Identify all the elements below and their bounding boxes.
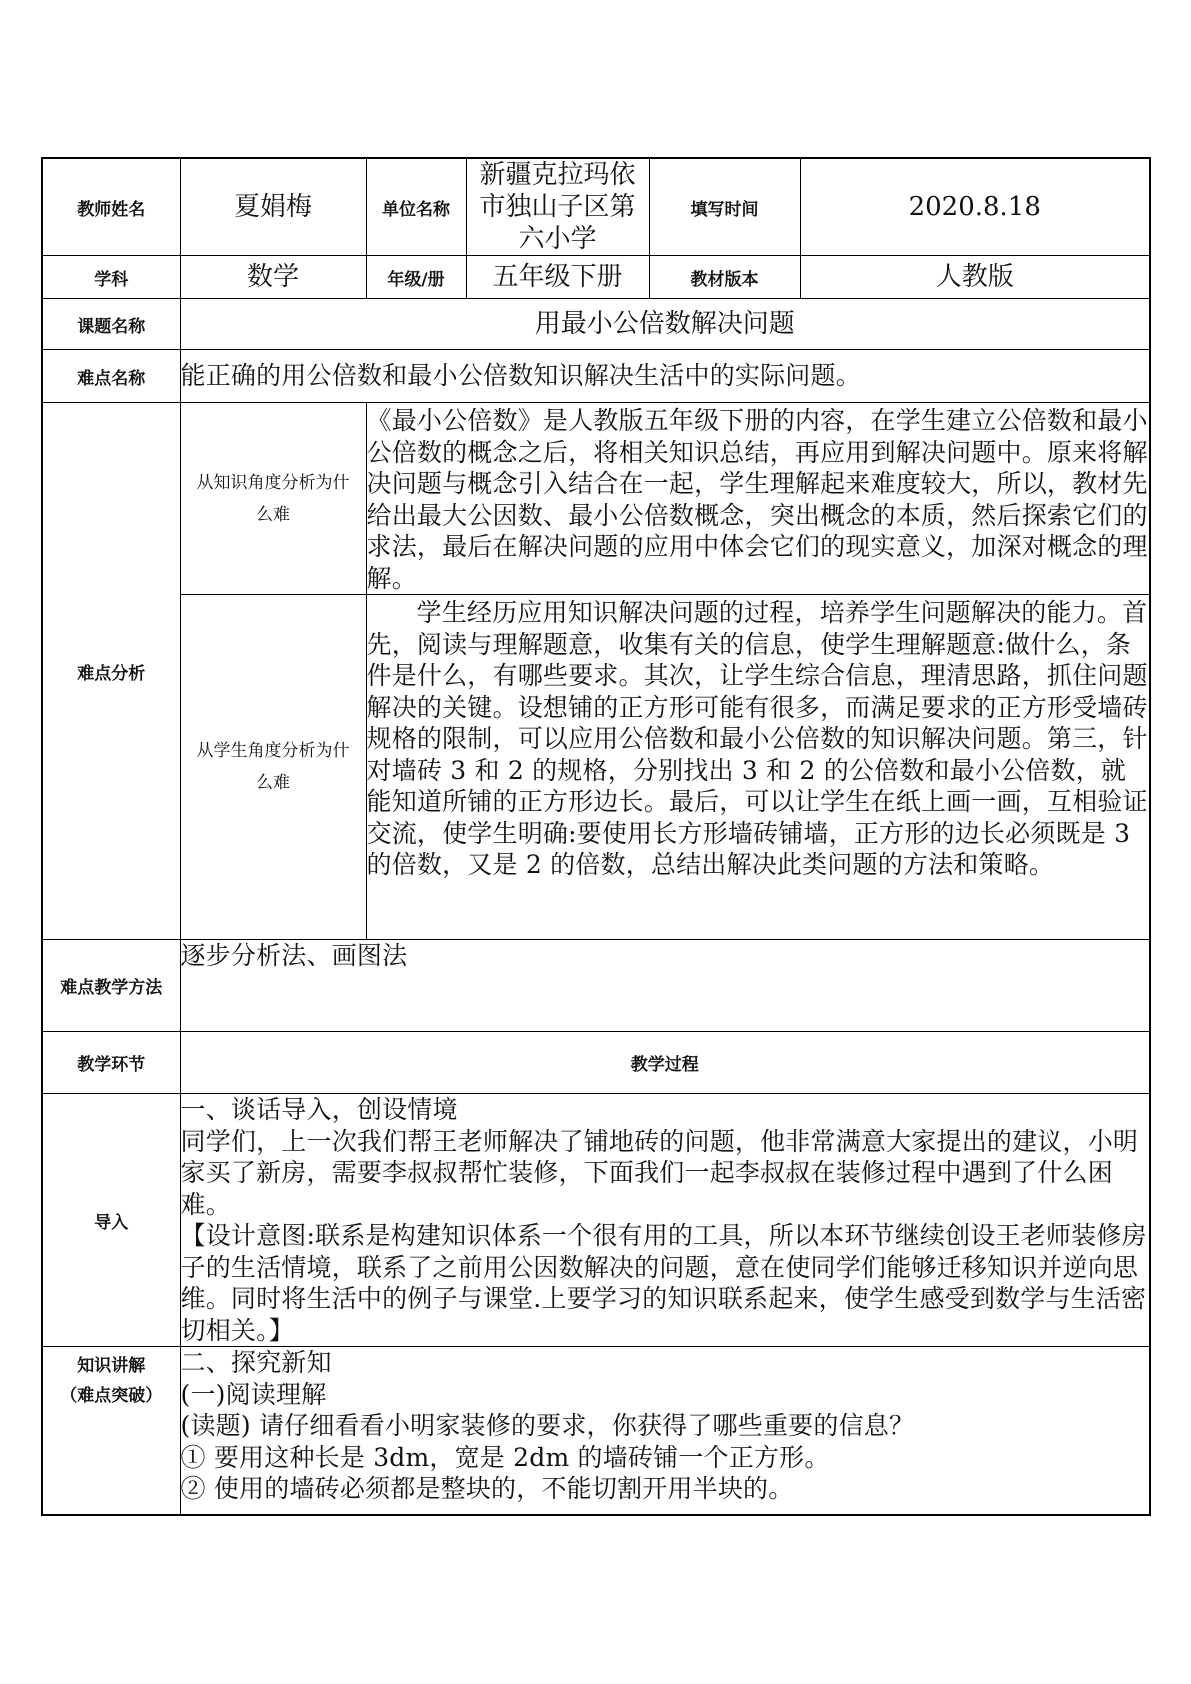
- teacher-name-label: 教师姓名: [42, 158, 180, 256]
- edition-label: 教材版本: [649, 256, 800, 299]
- knowledge-content: [180, 1347, 1150, 1515]
- grade-label: 年级/册: [366, 256, 466, 299]
- process-title: 教学过程: [180, 1032, 1150, 1094]
- method-label: 难点教学方法: [42, 940, 180, 1032]
- edition-value: 人教版: [800, 256, 1150, 299]
- intro-content: [180, 1094, 1150, 1347]
- unit-name-value: 新疆克拉玛依市独山子区第六小学: [466, 158, 649, 256]
- subject-label: 学科: [42, 256, 180, 299]
- knowledge-angle-text: 《最小公倍数》是人教版五年级下册的内容，在学生建立公倍数和最小公倍数的概念之后，将相关知识总结，再应用到解决问题中。原来将解决问题与概念引入结合在一起，学生理解起来难度较大，所以，教材先给出最大公因数、最小公倍数概念，突出概念的本质，然后探索它们的求法，最后在解决问题的应用中体会它们的现实意义，加深对概念的理解。: [366, 403, 1150, 595]
- student-angle-label: 从学生角度分析为什么难: [180, 595, 366, 940]
- intro-row: [42, 1094, 1150, 1347]
- topic-row: [42, 299, 1150, 350]
- method-value: 逐步分析法、画图法: [180, 940, 1150, 1032]
- unit-name-label: 单位名称: [366, 158, 466, 256]
- knowledge-line: (读题) 请仔细看看小明家装修的要求，你获得了哪些重要的信息？: [180, 1411, 915, 1440]
- knowledge-line: ① 要用这种长是 3dm，宽是 2dm 的墙砖铺一个正方形。: [180, 1442, 830, 1472]
- header-row-2: [42, 256, 1150, 299]
- header-row-1: [42, 158, 1150, 256]
- intro-line: 一、谈话导入，创设情境: [180, 1095, 458, 1124]
- intro-line: 同学们，上一次我们帮王老师解决了铺地砖的问题，他非常满意大家提出的建议，小明家买了新房，需要李叔叔帮忙装修，下面我们一起李叔叔在装修过程中遇到了什么困难。: [180, 1126, 1139, 1219]
- date-value: 2020.8.18: [800, 158, 1150, 256]
- teacher-name-value: 夏娟梅: [180, 158, 366, 256]
- difficulty-row: [42, 350, 1150, 403]
- analysis-student-row: [42, 595, 1150, 940]
- knowledge-label-line-2: （难点突破）: [60, 1386, 163, 1406]
- analysis-knowledge-row: [42, 403, 1150, 595]
- intro-label: 导入: [42, 1094, 180, 1347]
- process-stage-label: 教学环节: [42, 1032, 180, 1094]
- knowledge-label-line-1: 知识讲解: [77, 1356, 146, 1376]
- subject-value: 数学: [180, 256, 366, 299]
- topic-label: 课题名称: [42, 299, 180, 350]
- lesson-plan-table: [41, 157, 1151, 1516]
- student-angle-text: 学生经历应用知识解决问题的过程，培养学生问题解决的能力。首先，阅读与理解题意，收集有关的信息，使学生理解题意:做什么，条件是什么，有哪些要求。其次，让学生综合信息，理清思路，抓住问题解决的关键。设想铺的正方形可能有很多，而满足要求的正方形受墙砖规格的限制，可以应用公倍数和最小公倍数的知识解决问题。第三，针对墙砖 3 和 2 的规格，分别找出 3 和 2 的公倍数和最小公倍数，就能知道所铺的正方形边长。最后，可以让学生在纸上画一画，互相验证交流，使学生明确:要使用长方形墙砖铺墙，正方形的边长必须既是 3 的倍数，又是 2 的倍数，总结出解决此类问题的方法和策略。: [366, 595, 1150, 940]
- knowledge-label: [42, 1347, 180, 1515]
- difficulty-label: 难点名称: [42, 350, 180, 403]
- analysis-label: 难点分析: [42, 403, 180, 940]
- method-row: [42, 940, 1150, 1032]
- knowledge-row: [42, 1347, 1150, 1515]
- intro-line: 【设计意图:联系是构建知识体系一个很有用的工具，所以本环节继续创设王老师装修房子的生活情境，联系了之前用公因数解决的问题，意在使同学们能够迁移知识并逆向思维。同时将生活中的例子与课堂.上要学习的知识联系起来，使学生感受到数学与生活密切相关。】: [180, 1221, 1147, 1345]
- process-header-row: [42, 1032, 1150, 1094]
- difficulty-value: 能正确的用公倍数和最小公倍数知识解决生活中的实际问题。: [180, 350, 1150, 403]
- date-label: 填写时间: [649, 158, 800, 256]
- knowledge-angle-label: 从知识角度分析为什么难: [180, 403, 366, 595]
- knowledge-line: (一)阅读理解: [180, 1379, 327, 1409]
- grade-value: 五年级下册: [466, 256, 649, 299]
- knowledge-line: ② 使用的墙砖必须都是整块的，不能切割开用半块的。: [180, 1474, 794, 1503]
- knowledge-line: 二、探究新知: [180, 1348, 332, 1377]
- topic-value: 用最小公倍数解决问题: [180, 299, 1150, 350]
